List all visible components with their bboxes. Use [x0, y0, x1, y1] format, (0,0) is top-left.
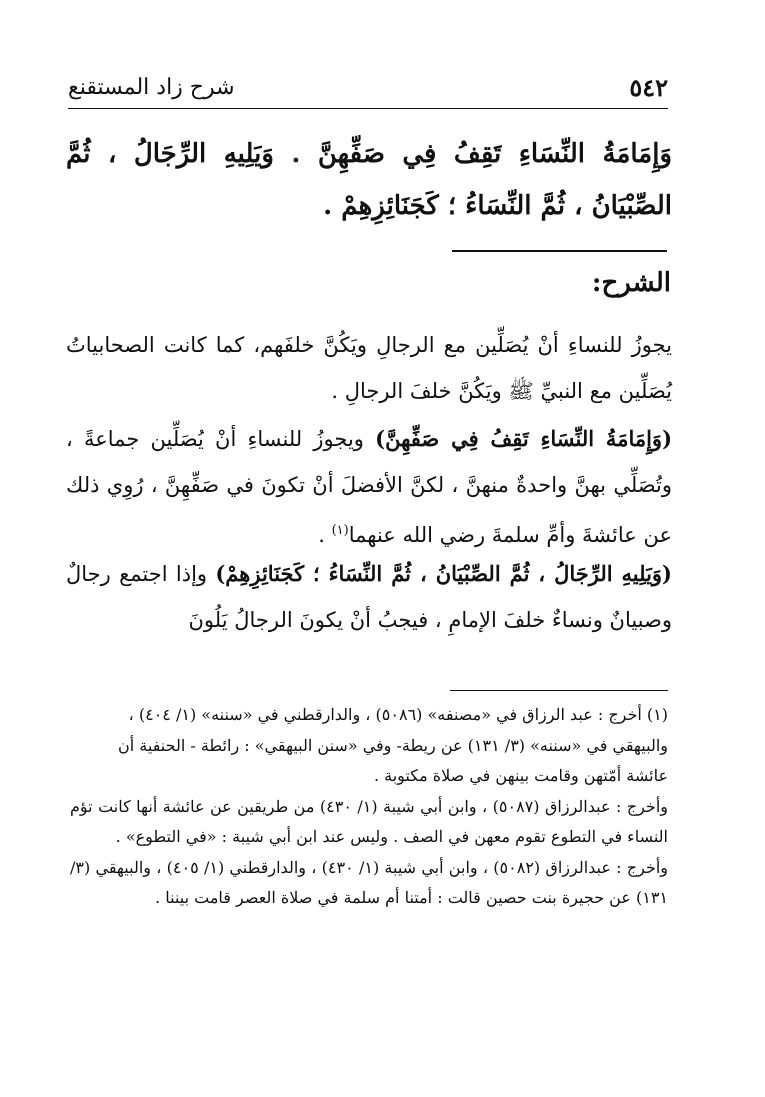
- footnote-1-line-1: (١) أخرج : عبد الرزاق في «مصنفه» (٥٠٨٦) ، والدارقطني في «سننه» (١/ ٤٠٤) ،: [128, 705, 668, 724]
- footnotes: [70, 700, 668, 914]
- page-number: ٥٤٢: [629, 72, 668, 102]
- footnote-1-line-3: عائشة أمّتهن وقامت بينهن في صلاة مكتوبة .: [373, 766, 668, 785]
- book-title: شرح زاد المستقنع: [68, 74, 235, 100]
- paragraph-text: وإذا اجتمع رجالٌ وصبيانٌ ونساءٌ خلفَ الإمامِ ، فيجبُ أنْ يكونَ الرجالُ يَلُونَ: [66, 562, 672, 632]
- paragraph-end: .: [318, 523, 332, 547]
- footnote-1-line-2: والبيهقي في «سننه» (٣/ ١٣١) عن ريطة- وفي «سنن البيهقي» : رائطة - الحنفية أن: [118, 735, 668, 755]
- footnote-2: وأخرج : عبدالرزاق (٥٠٨٧) ، وابن أبي شيبة (١/ ٤٣٠) من طريقين عن عائشة أنها كانت تؤم النساء في التطوع تقوم معهن في الصف . وليس عند ابن أبي شيبة : «في التطوع» .: [70, 796, 668, 846]
- sharh-paragraph-1: يجوزُ للنساءِ أنْ يُصَلِّين مع الرجالِ ويَكُنَّ خلفَهم، كما كانت الصحابياتُ يُصَلِّين مع النبيِّ ﷺ ويَكُنَّ خلفَ الرجالِ .: [66, 333, 672, 403]
- paragraph-text: ويجوزُ للنساءِ أنْ يُصَلِّين جماعةً ، وتُصَلِّي بهنَّ واحدةٌ منهنَّ ، لكنَّ الأفضلَ أنْ تكونَ في صَفِّهِنَّ ، رُوِي ذلك عن عائشةَ وأمِّ سلمةَ رضي الله عنهما: [66, 427, 672, 547]
- running-header: [68, 70, 668, 104]
- footnote-rule: [450, 690, 668, 691]
- sharh-paragraph-3: [66, 551, 672, 643]
- header-rule: [68, 108, 668, 109]
- matn-divider: [452, 250, 667, 252]
- footnote-ref: (١): [331, 523, 349, 538]
- section-title: الشرح:: [591, 268, 671, 298]
- quoted-matn: (وَإِمَامَةُ النِّسَاءِ تَقِفُ فِي صَفِّهِنَّ): [375, 426, 673, 451]
- matn-text: وَإِمَامَةُ النِّسَاءِ تَقِفُ فِي صَفِّهِنَّ . وَيَلِيهِ الرِّجَالُ ، ثُمَّ الصِّبْيَانُ ، ثُمَّ النِّسَاءُ ؛ كَجَنَائِزِهِمْ .: [66, 139, 672, 221]
- quoted-matn: (وَيَلِيهِ الرِّجَالُ ، ثُمَّ الصِّبْيَانُ ، ثُمَّ النِّسَاءُ ؛ كَجَنَائِزِهِمْ): [215, 561, 672, 586]
- footnote-3: وأخرج : عبدالرزاق (٥٠٨٢) ، وابن أبي شيبة (١/ ٤٣٠) ، والدارقطني (١/ ٤٠٥) ، والبيهقي (٣/ ١٣١) عن حجيرة بنت حصين قالت : أمتنا أم سلمة في صلاة العصر قامت بيننا .: [70, 857, 669, 907]
- sharh-paragraph-2: [66, 416, 672, 558]
